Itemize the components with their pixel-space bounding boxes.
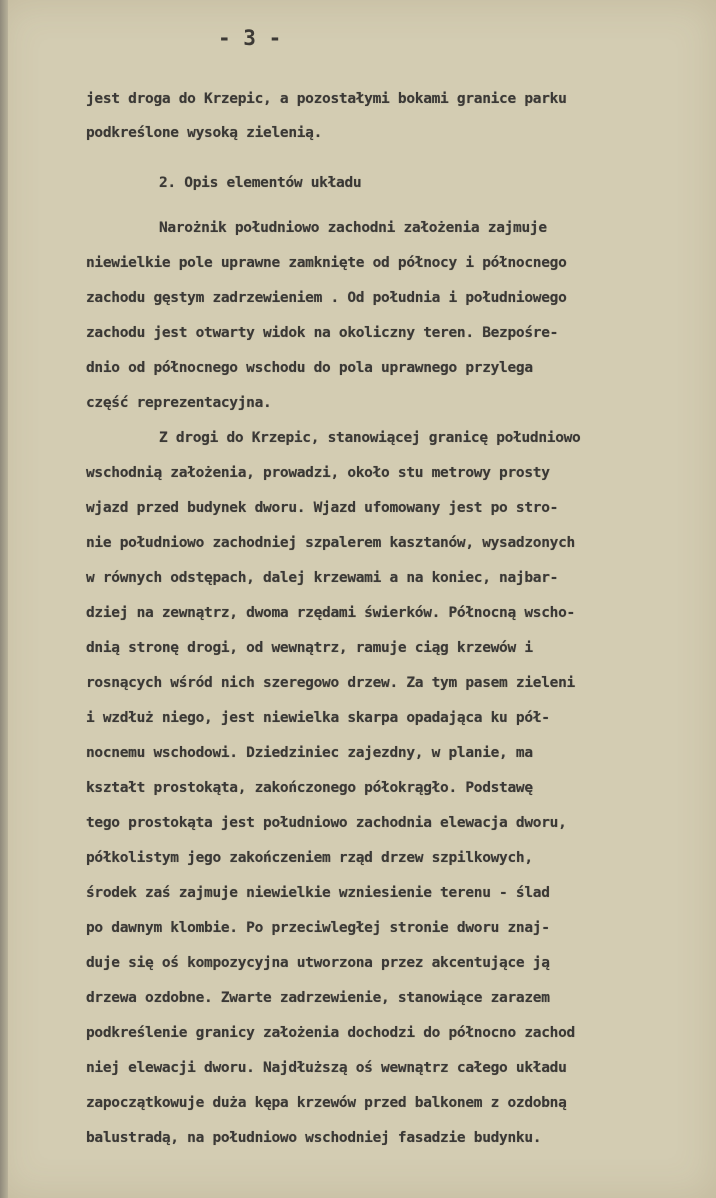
text-line: niewielkie pole uprawne zamknięte od północy i północnego: [86, 255, 567, 271]
text-line: środek zaś zajmuje niewielkie wzniesienie terenu - ślad: [86, 885, 550, 901]
text-line: Narożnik południowo zachodni założenia zajmuje: [159, 220, 547, 236]
text-line: jest droga do Krzepic, a pozostałymi bokami granice parku: [86, 91, 567, 107]
text-line: zachodu gęstym zadrzewieniem . Od południa i południowego: [86, 290, 567, 306]
text-line: w równych odstępach, dalej krzewami a na koniec, najbar-: [86, 570, 559, 586]
text-line: i wzdłuż niego, jest niewielka skarpa opadająca ku pół-: [86, 710, 550, 726]
text-line: nie południowo zachodniej szpalerem kasztanów, wysadzonych: [86, 535, 575, 551]
text-line: wschodnią założenia, prowadzi, około stu metrowy prosty: [86, 465, 550, 481]
text-line: dziej na zewnątrz, dwoma rzędami świerków. Północną wscho-: [86, 605, 575, 621]
text-line: część reprezentacyjna.: [86, 395, 272, 411]
text-line: kształt prostokąta, zakończonego półokrągło. Podstawę: [86, 780, 533, 796]
text-line: drzewa ozdobne. Zwarte zadrzewienie, stanowiące zarazem: [86, 990, 550, 1006]
text-line: balustradą, na południowo wschodniej fasadzie budynku.: [86, 1130, 542, 1146]
text-line: duje się oś kompozycyjna utworzona przez akcentujące ją: [86, 955, 550, 971]
text-line: tego prostokąta jest południowo zachodnia elewacja dworu,: [86, 815, 567, 831]
text-line: zapoczątkowuje duża kępa krzewów przed balkonem z ozdobną: [86, 1095, 567, 1111]
text-line: podkreślone wysoką zielenią.: [86, 125, 323, 141]
text-line: dnio od północnego wschodu do pola uprawnego przylega: [86, 360, 533, 376]
text-line: Z drogi do Krzepic, stanowiącej granicę południowo: [159, 430, 581, 446]
text-line: podkreślenie granicy założenia dochodzi do północno zachod: [86, 1025, 575, 1041]
text-line: dnią stronę drogi, od wewnątrz, ramuje ciąg krzewów i: [86, 640, 533, 656]
text-line: rosnących wśród nich szeregowo drzew. Za tym pasem zieleni: [86, 675, 575, 691]
page-number: - 3 -: [218, 26, 282, 50]
text-line: niej elewacji dworu. Najdłuższą oś wewnątrz całego układu: [86, 1060, 567, 1076]
text-line: półkolistym jego zakończeniem rząd drzew szpilkowych,: [86, 850, 533, 866]
section-heading: 2. Opis elementów układu: [159, 175, 362, 191]
page-binding-edge: [0, 0, 8, 1198]
text-line: nocnemu wschodowi. Dziedziniec zajezdny, w planie, ma: [86, 745, 533, 761]
text-line: wjazd przed budynek dworu. Wjazd ufomowany jest po stro-: [86, 500, 559, 516]
text-line: po dawnym klombie. Po przeciwległej stronie dworu znaj-: [86, 920, 550, 936]
text-line: zachodu jest otwarty widok na okoliczny teren. Bezpośre-: [86, 325, 559, 341]
